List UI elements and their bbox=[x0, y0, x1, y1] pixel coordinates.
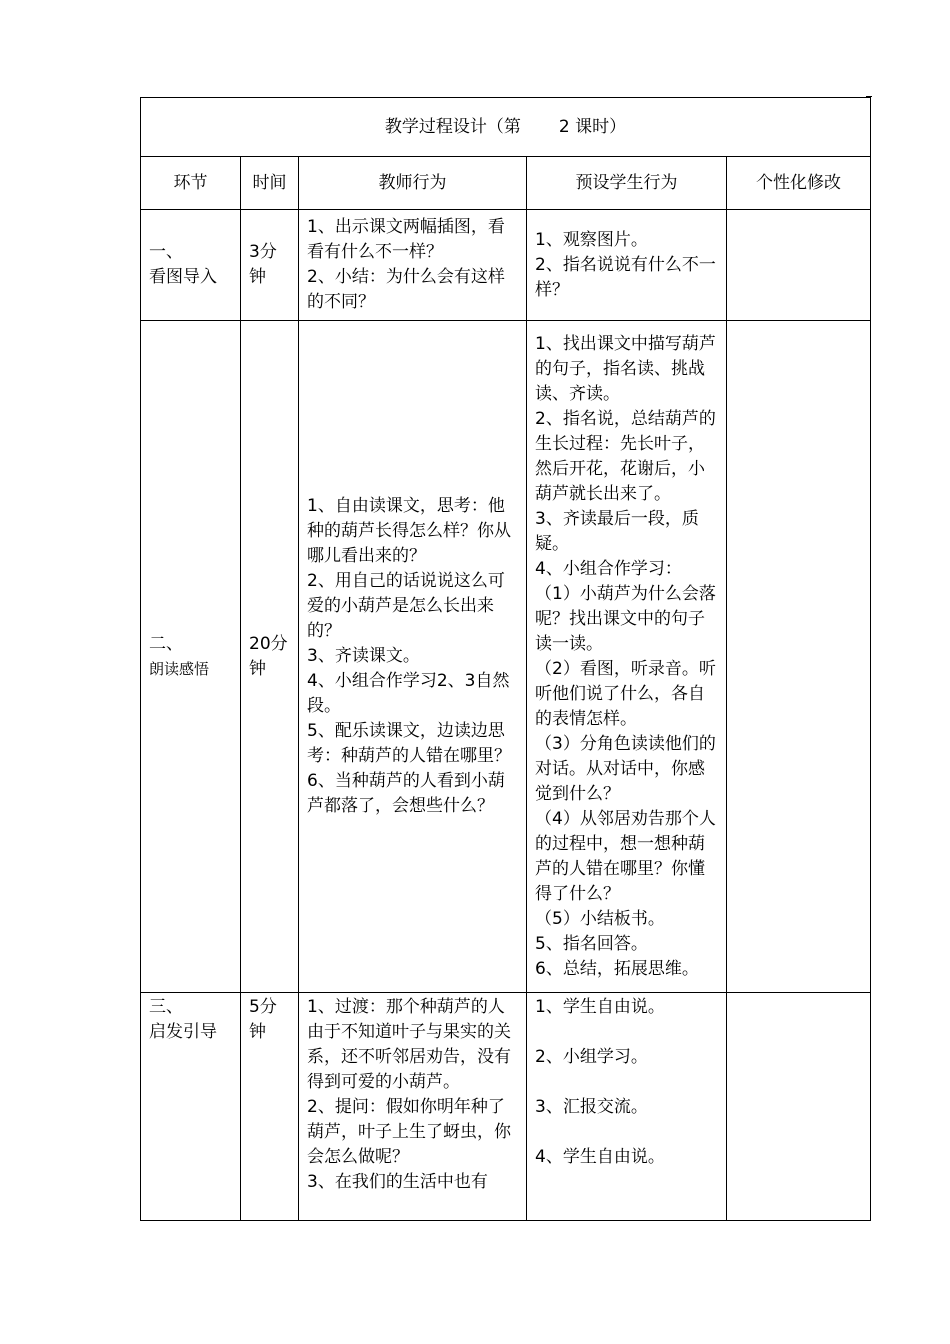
teacher-step: 2、提问：假如你明年种了葫芦，叶子上生了蚜虫，你会怎么做呢？ bbox=[307, 1097, 511, 1167]
teacher-cell bbox=[299, 210, 527, 321]
table-title bbox=[141, 98, 871, 157]
teacher-step: 1、过渡：那个种葫芦的人由于不知道叶子与果实的关系，还不听邻居劝告，没有得到可爱的小葫芦。 bbox=[307, 997, 511, 1092]
student-step: 2、指名说，总结葫芦的生长过程：先长叶子，然后开花，花谢后，小葫芦就长出来了。 bbox=[535, 408, 716, 504]
title-right: 课时） bbox=[575, 116, 627, 137]
header-row bbox=[141, 157, 871, 210]
title-number: 2 bbox=[558, 116, 570, 137]
teacher-step: 1、自由读课文，思考：他种的葫芦长得怎么样？你从哪儿看出来的？ bbox=[307, 496, 511, 566]
stage-cell bbox=[141, 321, 241, 993]
student-step: 2、指名说说有什么不一样？ bbox=[535, 254, 716, 300]
stage-cell bbox=[141, 993, 241, 1221]
stage-number: 一、 bbox=[149, 242, 183, 262]
student-step: 3、齐读最后一段，质疑。 bbox=[535, 508, 699, 554]
teacher-step: 3、齐读课文。 bbox=[307, 646, 420, 666]
table-row bbox=[141, 210, 871, 321]
time-cell: 5分钟 bbox=[241, 993, 299, 1221]
teacher-step: 1、出示课文两幅插图，看看有什么不一样？ bbox=[307, 217, 505, 262]
student-step: 4、小组合作学习： bbox=[535, 558, 682, 579]
stage-number: 三、 bbox=[149, 997, 183, 1017]
teacher-step: 5、配乐读课文，边读边思考：种葫芦的人错在哪里？ bbox=[307, 721, 511, 766]
stage-name: 看图导入 bbox=[149, 267, 217, 287]
lesson-plan-table bbox=[140, 97, 871, 1221]
student-step: （2）看图，听录音。听听他们说了什么，各自的表情怎样。 bbox=[535, 658, 716, 729]
student-cell bbox=[527, 210, 727, 321]
header-note: 个性化修改 bbox=[727, 157, 871, 210]
teacher-step: 2、用自己的话说说这么可爱的小葫芦是怎么长出来的？ bbox=[307, 571, 505, 641]
student-step: （1）小葫芦为什么会落呢？找出课文中的句子读一读。 bbox=[535, 583, 716, 654]
student-cell bbox=[527, 993, 727, 1221]
teacher-step: 2、小结：为什么会有这样的不同？ bbox=[307, 267, 505, 312]
header-teacher: 教师行为 bbox=[299, 157, 527, 210]
teacher-step: 3、在我们的生活中也有 bbox=[307, 1172, 488, 1192]
table-row bbox=[141, 321, 871, 993]
student-step: （4）从邻居劝告那个人的过程中，想一想种葫芦的人错在哪里？你懂得了什么？ bbox=[535, 808, 716, 904]
student-step: （5）小结板书。 bbox=[535, 908, 665, 929]
header-time: 时间 bbox=[241, 157, 299, 210]
header-student: 预设学生行为 bbox=[527, 157, 727, 210]
student-step: 6、总结，拓展思维。 bbox=[535, 958, 699, 979]
student-step: 5、指名回答。 bbox=[535, 933, 648, 954]
stage-name: 朗读感悟 bbox=[149, 659, 210, 678]
header-stage: 环节 bbox=[141, 157, 241, 210]
note-cell bbox=[727, 210, 871, 321]
student-step: 1、观察图片。 bbox=[535, 229, 648, 250]
stage-number: 二、 bbox=[149, 633, 183, 654]
student-step: 3、汇报交流。 bbox=[535, 1097, 648, 1117]
student-cell bbox=[527, 321, 727, 993]
student-step: 2、小组学习。 bbox=[535, 1047, 648, 1067]
student-step: （3）分角色读读他们的对话。从对话中，你感觉到什么？ bbox=[535, 733, 716, 804]
teacher-cell bbox=[299, 993, 527, 1221]
student-step: 1、学生自由说。 bbox=[535, 997, 665, 1017]
note-cell bbox=[727, 321, 871, 993]
table-row bbox=[141, 993, 871, 1221]
note-cell bbox=[727, 993, 871, 1221]
stage-name: 启发引导 bbox=[149, 1022, 217, 1042]
time-cell: 20分钟 bbox=[241, 321, 299, 993]
student-step: 1、找出课文中描写葫芦的句子，指名读、挑战读、齐读。 bbox=[535, 333, 716, 404]
teacher-step: 6、当种葫芦的人看到小葫芦都落了，会想些什么？ bbox=[307, 771, 505, 816]
stage-cell bbox=[141, 210, 241, 321]
student-step: 4、学生自由说。 bbox=[535, 1147, 665, 1167]
title-left: 教学过程设计（第 bbox=[384, 116, 521, 137]
teacher-cell bbox=[299, 321, 527, 993]
teacher-step: 4、小组合作学习2、3自然段。 bbox=[307, 671, 510, 716]
time-cell: 3分钟 bbox=[241, 210, 299, 321]
